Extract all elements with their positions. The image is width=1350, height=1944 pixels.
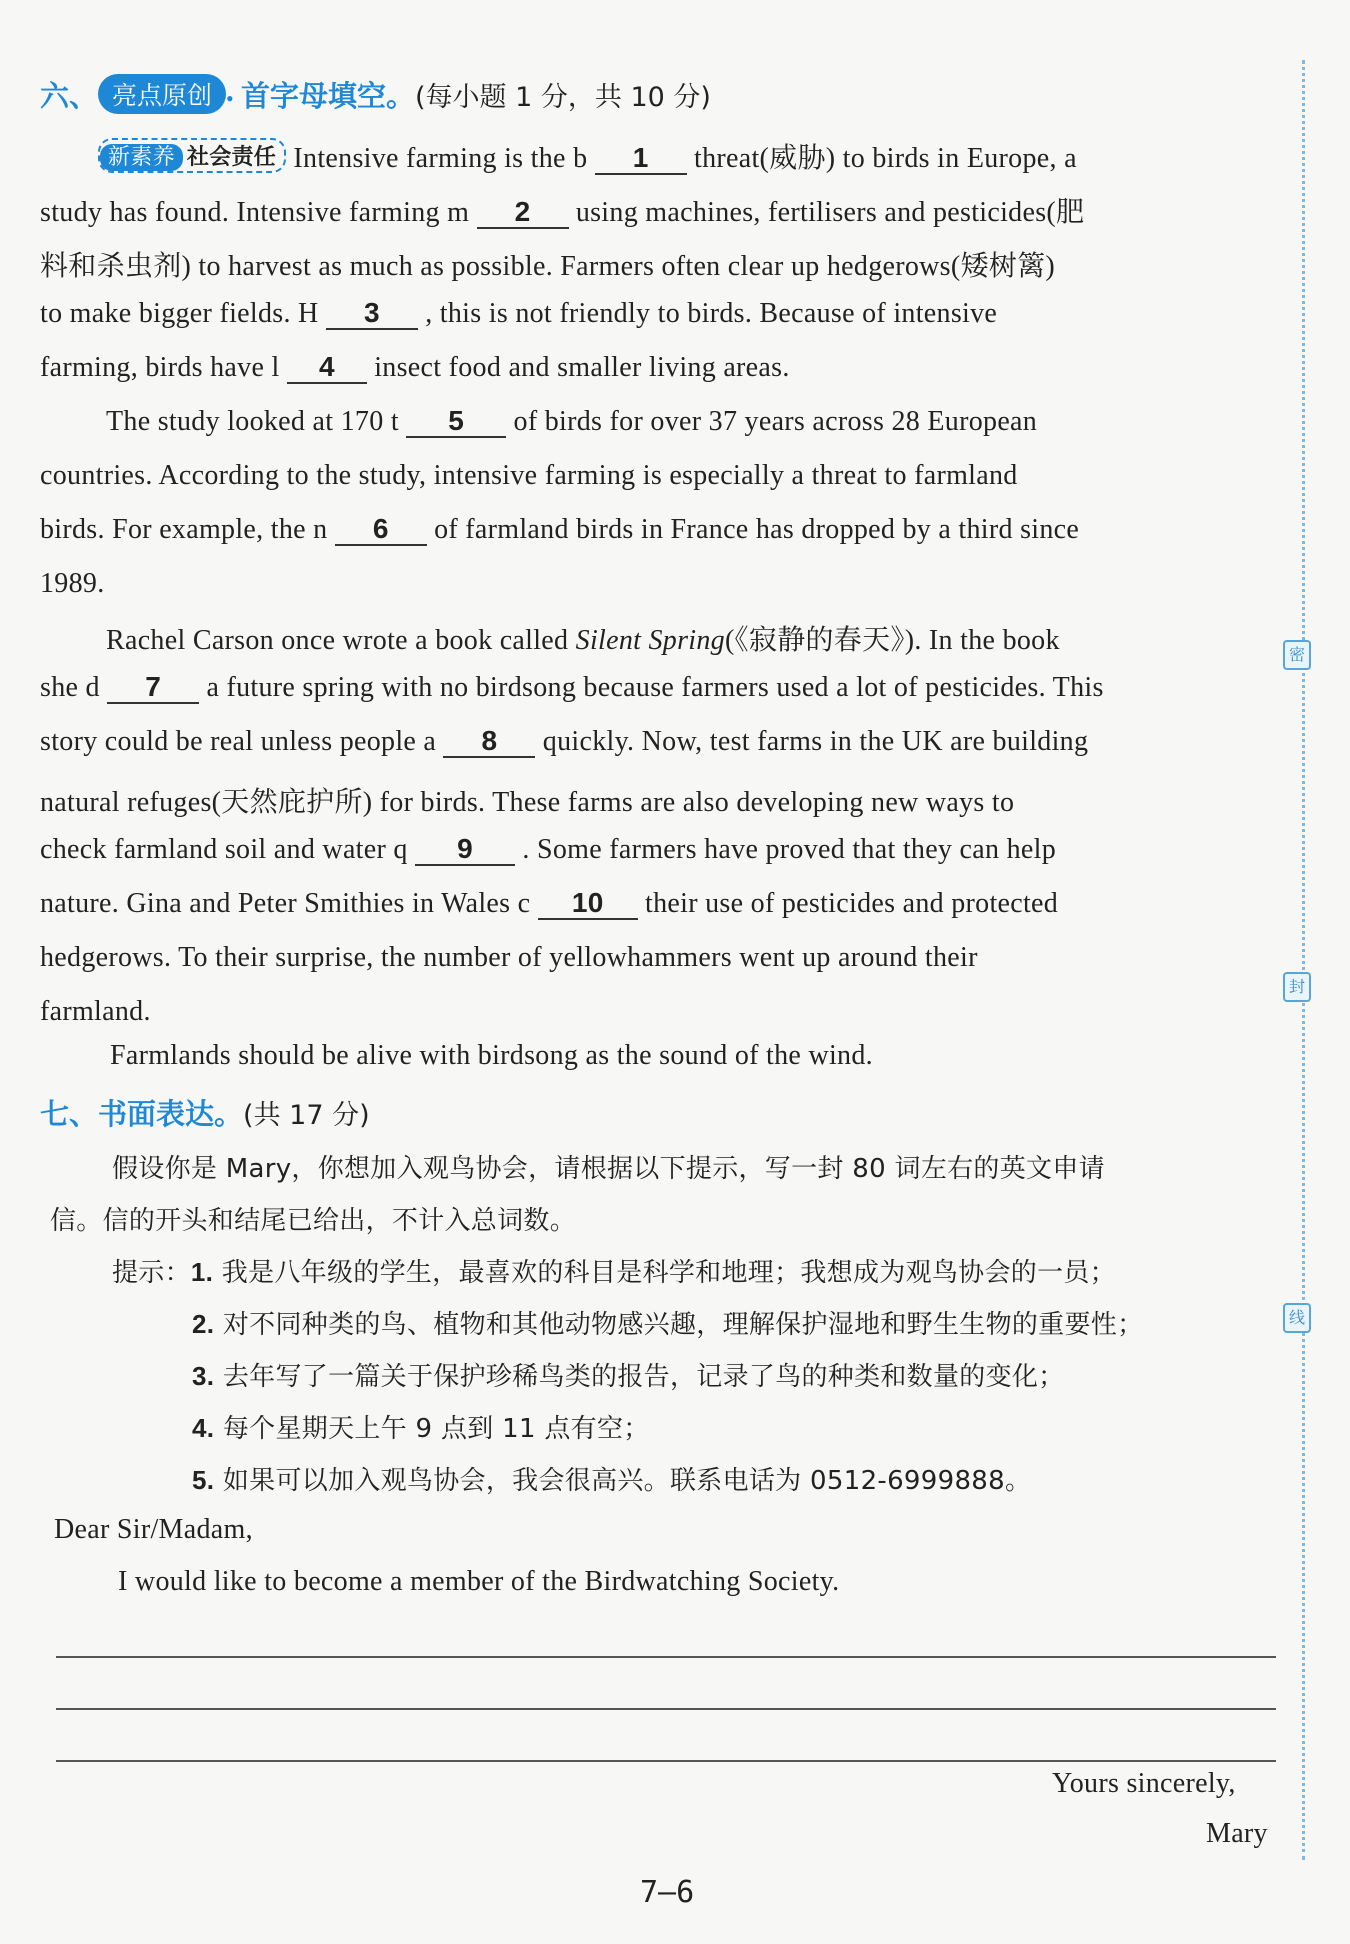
letter-opening: I would like to become a member of the Birdwatching Society. xyxy=(118,1566,840,1597)
line-text: of farmland birds in France has dropped by a third since xyxy=(434,514,1080,545)
prompt-label: 提示： xyxy=(112,1258,191,1288)
line-text: . Some farmers have proved that they can help xyxy=(522,834,1056,865)
prompt-number: 1. xyxy=(190,1257,214,1287)
passage-line-3: 料和杀虫剂) to harvest as much as possible. Farmers often clear up hedgerows(矮树篱) xyxy=(40,251,1056,282)
line-text: Rachel Carson once wrote a book called xyxy=(106,625,576,656)
side-tab-seal-3: 线 xyxy=(1283,1303,1311,1333)
passage-line-18: Farmlands should be alive with birdsong as the sound of the wind. xyxy=(110,1040,873,1071)
passage-line-14 xyxy=(40,834,1056,866)
line-text: study has found. Intensive farming m xyxy=(40,197,470,228)
section7-number: 七、 xyxy=(40,1097,99,1131)
line-text: , this is not friendly to birds. Because of intensive xyxy=(425,298,998,329)
page-number: 7—6 xyxy=(640,1875,695,1910)
line-text: threat(威胁) to birds in Europe, a xyxy=(694,143,1077,174)
passage-line-9: 1989. xyxy=(40,568,105,599)
line-text: (《寂静的春天》). In the book xyxy=(724,625,1060,656)
line-text: to make bigger fields. H xyxy=(40,298,319,329)
section6-number: 六、 xyxy=(40,79,99,113)
blank-5[interactable]: 5 xyxy=(406,406,506,438)
prompt-number: 5. xyxy=(192,1465,215,1495)
line-text: birds. For example, the n xyxy=(40,514,328,545)
section7-title xyxy=(40,1092,370,1133)
side-tab-seal-1: 密 xyxy=(1283,640,1311,670)
blank-6[interactable]: 6 xyxy=(335,514,427,546)
writing-intro-2: 信。信的开头和结尾已给出，不计入总词数。 xyxy=(50,1206,577,1236)
passage-line-16: hedgerows. To their surprise, the number of yellowhammers went up around their xyxy=(40,942,978,973)
side-tab-seal-2: 封 xyxy=(1283,972,1311,1002)
passage-line-7: countries. According to the study, intensive farming is especially a threat to farmland xyxy=(40,460,1018,491)
line-text: The study looked at 170 t xyxy=(106,406,399,437)
passage-line-2 xyxy=(40,190,1084,230)
passage-line-1 xyxy=(98,136,1077,176)
blank-1[interactable]: 1 xyxy=(595,143,687,175)
prompt-text: 每个星期天上午 9 点到 11 点有空； xyxy=(222,1414,650,1444)
prompt-3 xyxy=(192,1356,1064,1393)
passage-line-12 xyxy=(40,726,1088,758)
section6-note: (每小题 1 分，共 10 分) xyxy=(415,82,711,113)
prompt-4 xyxy=(192,1408,650,1445)
tag-new-literacy: 新素养 xyxy=(100,144,183,171)
badge-dot: • xyxy=(226,86,234,111)
line-text: nature. Gina and Peter Smithies in Wales c xyxy=(40,888,531,919)
passage-line-17: farmland. xyxy=(40,996,151,1027)
line-text: their use of pesticides and protected xyxy=(645,888,1059,919)
prompt-number: 4. xyxy=(192,1413,215,1443)
line-text: story could be real unless people a xyxy=(40,726,437,757)
prompt-2 xyxy=(192,1304,1143,1341)
line-text: insect food and smaller living areas. xyxy=(374,352,790,383)
line-text: of birds for over 37 years across 28 European xyxy=(513,406,1038,437)
prompt-text: 如果可以加入观鸟协会，我会很高兴。联系电话为 0512-6999888。 xyxy=(222,1466,1032,1496)
blank-3[interactable]: 3 xyxy=(326,298,418,330)
writing-line-1[interactable] xyxy=(56,1656,1276,1658)
line-text: quickly. Now, test farms in the UK are building xyxy=(542,726,1089,757)
blank-9[interactable]: 9 xyxy=(415,834,515,866)
letter-greeting: Dear Sir/Madam, xyxy=(54,1514,253,1545)
prompt-text: 我是八年级的学生，最喜欢的科目是科学和地理；我想成为观鸟协会的一员； xyxy=(221,1258,1116,1288)
writing-intro-1: 假设你是 Mary，你想加入观鸟协会，请根据以下提示，写一封 80 词左右的英文申请 xyxy=(112,1154,1105,1184)
prompt-number: 3. xyxy=(192,1361,215,1391)
writing-line-2[interactable] xyxy=(56,1708,1276,1710)
writing-line-3[interactable] xyxy=(56,1760,1276,1762)
passage-line-6 xyxy=(106,406,1037,438)
section7-name: 书面表达。 xyxy=(98,1097,244,1131)
prompt-text: 去年写了一篇关于保护珍稀鸟类的报告，记录了鸟的种类和数量的变化； xyxy=(222,1362,1065,1392)
section6-name: 首字母填空。 xyxy=(240,79,415,113)
letter-signature: Mary xyxy=(1206,1818,1268,1849)
line-text: Intensive farming is the b xyxy=(293,143,588,174)
blank-2[interactable]: 2 xyxy=(477,197,569,229)
prompt-5 xyxy=(192,1460,1031,1497)
section6-title xyxy=(40,74,711,115)
blank-10[interactable]: 10 xyxy=(538,888,638,920)
literacy-tag xyxy=(98,138,286,173)
passage-line-5 xyxy=(40,352,790,384)
line-text: check farmland soil and water q xyxy=(40,834,408,865)
original-badge: 亮点原创 xyxy=(98,74,226,114)
binding-dotted-line xyxy=(1302,60,1305,1860)
line-text: she d xyxy=(40,672,100,703)
prompt-1 xyxy=(112,1252,1116,1289)
blank-4[interactable]: 4 xyxy=(287,352,367,384)
passage-line-11 xyxy=(40,672,1104,704)
passage-line-8 xyxy=(40,514,1079,546)
passage-line-4 xyxy=(40,298,997,330)
line-text: farming, birds have l xyxy=(40,352,280,383)
prompt-text: 对不同种类的鸟、植物和其他动物感兴趣，理解保护湿地和野生生物的重要性； xyxy=(222,1310,1144,1340)
passage-line-15 xyxy=(40,888,1058,920)
passage-line-13: natural refuges(天然庇护所) for birds. These farms are also developing new ways to xyxy=(40,787,1015,818)
line-text: a future spring with no birdsong because farmers used a lot of pesticides. This xyxy=(206,672,1104,703)
book-title: Silent Spring xyxy=(575,625,725,656)
line-text: using machines, fertilisers and pesticides(肥 xyxy=(575,197,1085,228)
letter-closing: Yours sincerely, xyxy=(1052,1768,1236,1799)
tag-social-responsibility: 社会责任 xyxy=(186,145,277,170)
section7-note: (共 17 分) xyxy=(243,1100,370,1131)
passage-line-10 xyxy=(106,618,1060,658)
prompt-number: 2. xyxy=(192,1309,215,1339)
blank-7[interactable]: 7 xyxy=(107,672,199,704)
blank-8[interactable]: 8 xyxy=(443,726,535,758)
